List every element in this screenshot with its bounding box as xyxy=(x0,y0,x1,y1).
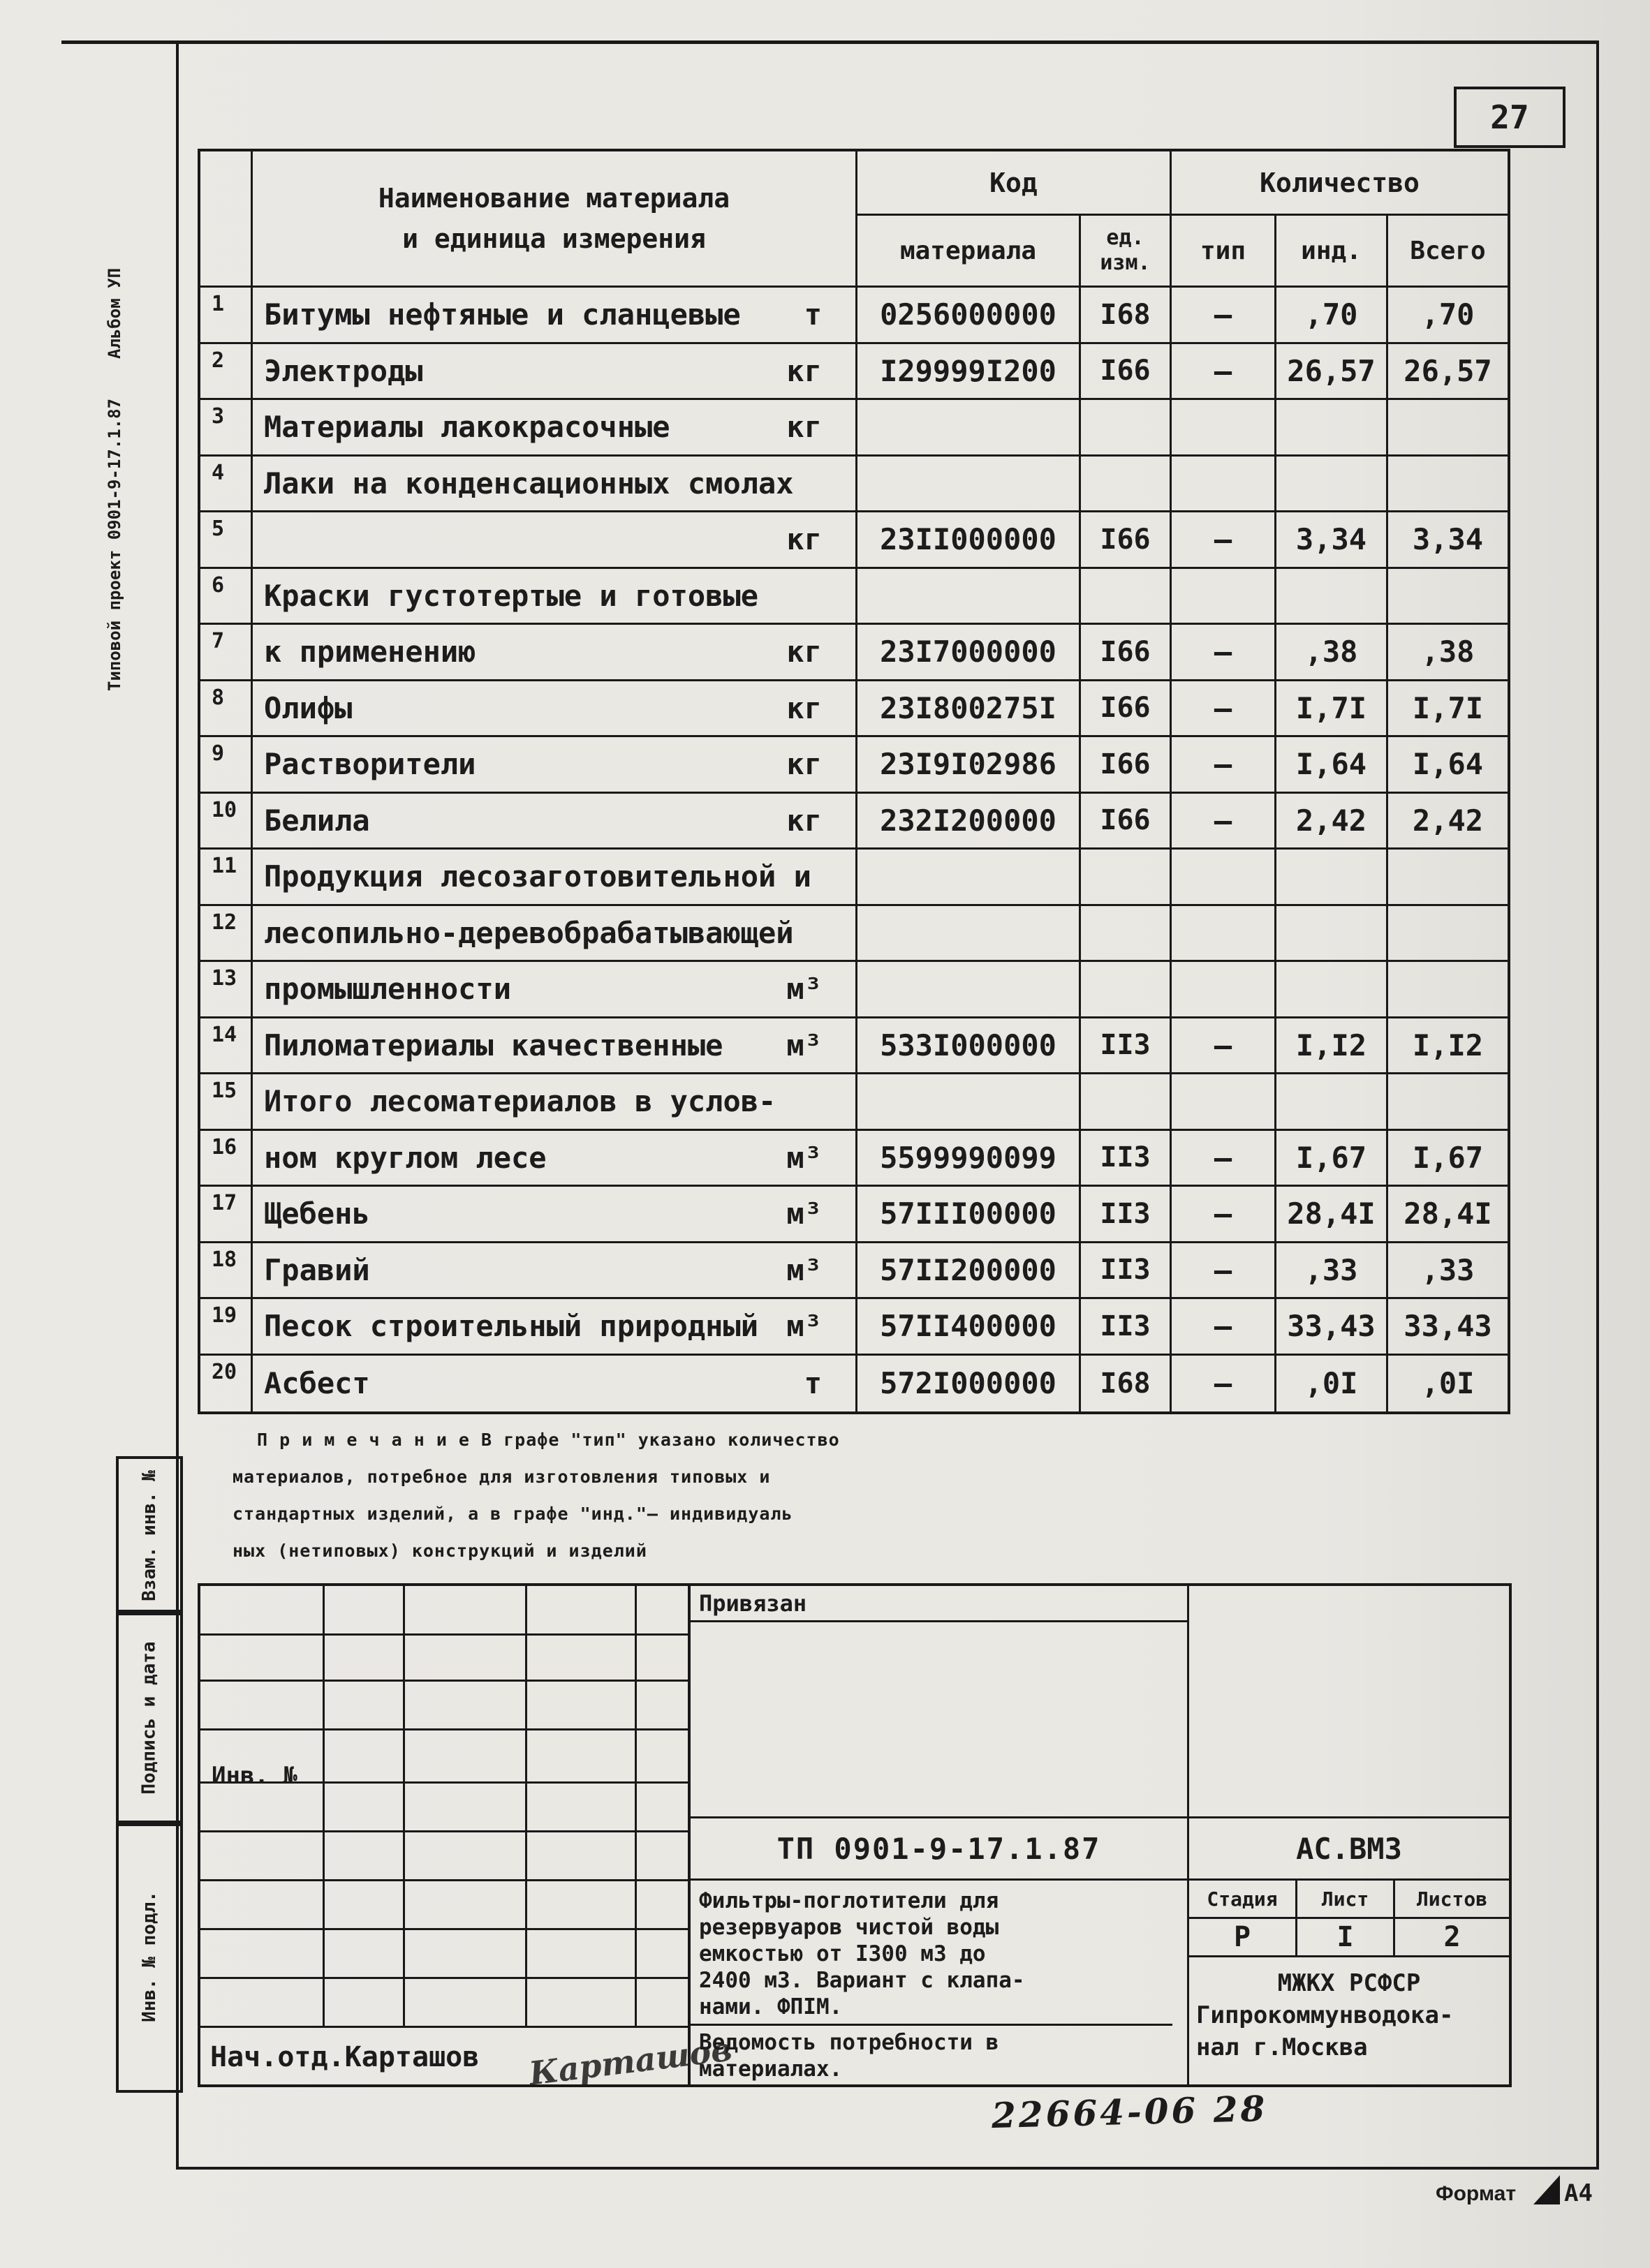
table-row xyxy=(200,1018,1508,1075)
unit-code: I68 xyxy=(1081,288,1172,342)
code-unit-header-line2: изм. xyxy=(1100,251,1151,275)
table-row xyxy=(200,1356,1508,1412)
material-code: 23I7000000 xyxy=(857,625,1081,679)
unit-code: II3 xyxy=(1081,1131,1172,1185)
qty-tip-value: – xyxy=(1172,1187,1276,1241)
unit-code: I66 xyxy=(1081,344,1172,399)
qty-tip-value xyxy=(1172,457,1276,511)
row-number: 16 xyxy=(200,1131,253,1185)
qty-total-value xyxy=(1388,962,1508,1016)
side-album-caption: Альбом УП xyxy=(105,267,124,359)
material-code xyxy=(857,400,1081,454)
material-unit: т xyxy=(804,1366,822,1401)
material-code: 5599990099 xyxy=(857,1131,1081,1185)
document-type: АС.ВМЗ xyxy=(1296,1831,1402,1866)
material-name: Краски густотертые и готовые xyxy=(264,578,759,613)
material-code: 533I000000 xyxy=(857,1018,1081,1073)
code-material-header: материала xyxy=(857,216,1081,286)
project-title-line: Фильтры-поглотители для xyxy=(699,1888,999,1913)
row-number: 9 xyxy=(200,737,253,792)
qty-ind-value xyxy=(1276,962,1388,1016)
qty-total-value xyxy=(1388,457,1508,511)
materials-table xyxy=(198,149,1510,1414)
qty-ind-value: I,64 xyxy=(1276,737,1388,792)
material-name-cell xyxy=(253,625,857,679)
qty-total-value: ,70 xyxy=(1421,297,1475,332)
material-code: 572I000000 xyxy=(857,1356,1081,1412)
unit-code: II3 xyxy=(1081,1299,1172,1354)
grid-line xyxy=(200,1680,688,1682)
table-row xyxy=(200,1131,1508,1187)
material-unit: м³ xyxy=(786,1140,822,1175)
note-line: ных (нетиповых) конструкций и изделий xyxy=(233,1541,647,1561)
material-name: Олифы xyxy=(264,690,353,725)
row-number: 1 xyxy=(200,288,253,342)
handwritten-archive-number: 22664-06 28 xyxy=(991,2087,1268,2137)
document-code: ТП 0901-9-17.1.87 xyxy=(776,1831,1101,1866)
row-number: 14 xyxy=(200,1018,253,1073)
table-row xyxy=(200,625,1508,681)
table-row xyxy=(200,1243,1508,1300)
row-number: 10 xyxy=(200,794,253,848)
material-name-cell xyxy=(253,1299,857,1354)
row-number: 5 xyxy=(200,512,253,567)
unit-code: I68 xyxy=(1081,1356,1172,1412)
table-row xyxy=(200,1074,1508,1131)
qty-tip-value: – xyxy=(1172,344,1276,399)
qty-ind-value: 28,4I xyxy=(1276,1187,1388,1241)
unit-code: II3 xyxy=(1081,1018,1172,1073)
materials-tbody xyxy=(200,288,1508,1411)
material-code xyxy=(857,457,1081,511)
table-row xyxy=(200,344,1508,401)
note-line: стандартных изделий, а в графе "инд."— индивидуаль xyxy=(233,1504,793,1524)
grid-line xyxy=(200,1879,688,1881)
qty-ind-header: инд. xyxy=(1276,216,1388,286)
inventory-number-label: Инв. № xyxy=(212,1762,297,1790)
material-name-cell xyxy=(253,906,857,961)
row-number: 19 xyxy=(200,1299,253,1354)
qty-total-value: 33,43 xyxy=(1404,1309,1492,1344)
qty-ind-value xyxy=(1276,400,1388,454)
qty-ind-value: ,0I xyxy=(1276,1356,1388,1412)
sheet-label: Лист xyxy=(1321,1887,1369,1911)
qty-tip-value: – xyxy=(1172,794,1276,848)
qty-total-value: 28,4I xyxy=(1404,1196,1492,1231)
material-name: Белила xyxy=(264,803,370,838)
qty-ind-value xyxy=(1276,457,1388,511)
row-number: 2 xyxy=(200,344,253,399)
format-value: А4 xyxy=(1564,2179,1593,2207)
material-name: Итого лесоматериалов в услов- xyxy=(264,1084,776,1119)
margin-box-vzam-inv xyxy=(116,1456,183,1615)
material-name-cell xyxy=(253,1074,857,1129)
qty-total-value xyxy=(1388,569,1508,623)
material-code: 57II200000 xyxy=(857,1243,1081,1298)
qty-tip-value: – xyxy=(1172,625,1276,679)
material-unit: м³ xyxy=(786,972,822,1007)
project-title-line: нами. ФПIМ. xyxy=(699,1994,843,2019)
margin-box-podpis-data xyxy=(116,1610,183,1826)
organization-line: МЖКХ РСФСР xyxy=(1277,1969,1421,1997)
material-code xyxy=(857,962,1081,1016)
grid-line xyxy=(323,1586,325,2026)
material-name: лесопильно-деревобрабатывающей xyxy=(264,915,794,950)
margin-box-label: Подпись и дата xyxy=(139,1641,160,1795)
grid-line xyxy=(200,1728,688,1730)
qty-tip-value xyxy=(1172,1074,1276,1129)
material-name: Асбест xyxy=(264,1366,370,1401)
unit-code: II3 xyxy=(1081,1187,1172,1241)
material-name: к применению xyxy=(264,635,476,669)
title-block xyxy=(688,1583,1512,2087)
project-title-line: емкостью от I300 м3 до xyxy=(699,1941,986,1966)
table-row xyxy=(200,850,1508,906)
material-name-cell xyxy=(253,457,857,511)
material-name: Растворители xyxy=(264,747,476,782)
qty-tip-value xyxy=(1172,569,1276,623)
table-row xyxy=(200,1299,1508,1356)
qty-ind-value xyxy=(1276,850,1388,904)
table-row xyxy=(200,962,1508,1018)
margin-box-inv-podl xyxy=(116,1821,183,2093)
material-code: 23I9I02986 xyxy=(857,737,1081,792)
material-name-cell xyxy=(253,512,857,567)
qty-total-value: ,33 xyxy=(1421,1252,1475,1287)
qty-ind-value xyxy=(1276,1074,1388,1129)
sheets-value: 2 xyxy=(1443,1921,1461,1953)
name-column-header xyxy=(253,151,857,286)
table-row xyxy=(200,1187,1508,1243)
grid-line xyxy=(403,1586,405,2026)
qty-tip-value: – xyxy=(1172,1243,1276,1298)
qty-total-value: I,7I xyxy=(1412,690,1484,725)
qty-tip-value: – xyxy=(1172,681,1276,736)
table-row xyxy=(200,400,1508,457)
qty-ind-value xyxy=(1276,569,1388,623)
qty-total-value: I,64 xyxy=(1412,747,1484,782)
material-name-cell xyxy=(253,794,857,848)
sheet-value: I xyxy=(1336,1921,1354,1953)
qty-total-value: I,67 xyxy=(1412,1140,1484,1175)
frame-top-line xyxy=(61,40,1599,44)
material-code xyxy=(857,1074,1081,1129)
material-name: Материалы лакокрасочные xyxy=(264,410,670,445)
material-code xyxy=(857,906,1081,961)
department-head-label: Нач.отд.Карташов xyxy=(210,2041,480,2073)
stage-label: Стадия xyxy=(1207,1887,1278,1911)
row-number: 6 xyxy=(200,569,253,623)
project-title-line: материалах. xyxy=(699,2056,843,2082)
table-row xyxy=(200,569,1508,625)
qty-ind-value: 26,57 xyxy=(1276,344,1388,399)
margin-box-label: Инв. № подл. xyxy=(139,1891,160,2022)
material-unit: кг xyxy=(786,747,822,782)
organization-line: Гипрокоммунводока- xyxy=(1196,2001,1454,2029)
material-unit: кг xyxy=(786,522,822,557)
privyazan-label: Привязан xyxy=(691,1586,1187,1622)
unit-code: I66 xyxy=(1081,681,1172,736)
row-number: 11 xyxy=(200,850,253,904)
note-line: П р и м е ч а н и е В графе "тип" указано количество xyxy=(257,1430,840,1450)
row-number: 7 xyxy=(200,625,253,679)
qty-total-header: Всего xyxy=(1410,236,1486,265)
quantity-group-header: Количество xyxy=(1172,151,1508,216)
qty-total-value: ,38 xyxy=(1421,635,1475,669)
project-title-line: Ведомость потребности в xyxy=(691,2024,1172,2056)
table-row xyxy=(200,681,1508,738)
row-number: 13 xyxy=(200,962,253,1016)
unit-code xyxy=(1081,906,1172,961)
frame-bottom-line xyxy=(176,2167,1599,2170)
material-code xyxy=(857,569,1081,623)
format-triangle-icon xyxy=(1533,2175,1560,2204)
row-number-column-header xyxy=(200,151,253,286)
material-unit: т xyxy=(804,297,822,332)
grid-line xyxy=(200,2026,688,2028)
qty-ind-value: I,I2 xyxy=(1276,1018,1388,1073)
qty-tip-value xyxy=(1172,906,1276,961)
handwritten-signature: Карташов xyxy=(526,2030,735,2093)
name-header-line2: и единица измерения xyxy=(402,223,706,254)
material-name: ном круглом лесе xyxy=(264,1140,547,1175)
qty-tip-value: – xyxy=(1172,737,1276,792)
material-name-cell xyxy=(253,400,857,454)
material-unit: м³ xyxy=(786,1252,822,1287)
row-number: 17 xyxy=(200,1187,253,1241)
qty-total-value: I,I2 xyxy=(1412,1028,1484,1062)
material-name-cell xyxy=(253,569,857,623)
qty-tip-value: – xyxy=(1172,1356,1276,1412)
unit-code: I66 xyxy=(1081,737,1172,792)
material-unit: м³ xyxy=(786,1309,822,1344)
material-name: Гравий xyxy=(264,1252,370,1287)
material-name-cell xyxy=(253,344,857,399)
qty-tip-value: – xyxy=(1172,1131,1276,1185)
grid-line xyxy=(200,1977,688,1979)
format-label: Формат xyxy=(1436,2182,1517,2205)
table-row xyxy=(200,512,1508,569)
material-name: Электроды xyxy=(264,353,423,388)
row-number: 4 xyxy=(200,457,253,511)
page-number: 27 xyxy=(1454,87,1566,148)
material-name-cell xyxy=(253,962,857,1016)
unit-code xyxy=(1081,1074,1172,1129)
material-name-cell xyxy=(253,1187,857,1241)
row-number: 15 xyxy=(200,1074,253,1129)
material-unit: кг xyxy=(786,803,822,838)
note-line: материалов, потребное для изготовления типовых и xyxy=(233,1467,771,1487)
row-number: 18 xyxy=(200,1243,253,1298)
material-unit: м³ xyxy=(786,1028,822,1062)
qty-total-value xyxy=(1388,400,1508,454)
qty-tip-value: – xyxy=(1172,1018,1276,1073)
qty-total-value: 2,42 xyxy=(1412,803,1484,838)
project-title-line: резервуаров чистой воды xyxy=(699,1915,999,1940)
signature-grid xyxy=(198,1583,735,2093)
table-row xyxy=(200,737,1508,794)
qty-tip-value xyxy=(1172,400,1276,454)
qty-tip-header: тип xyxy=(1172,216,1276,286)
qty-tip-value xyxy=(1172,962,1276,1016)
material-name: Продукция лесозаготовительной и xyxy=(264,859,811,894)
frame-right-line xyxy=(1596,40,1599,2170)
qty-ind-value xyxy=(1276,906,1388,961)
material-code: 57II400000 xyxy=(857,1299,1081,1354)
material-unit: кг xyxy=(786,353,822,388)
material-code: 23I800275I xyxy=(857,681,1081,736)
qty-total-value xyxy=(1388,1074,1508,1129)
table-row xyxy=(200,457,1508,513)
qty-ind-value: ,38 xyxy=(1276,625,1388,679)
qty-ind-value: I,67 xyxy=(1276,1131,1388,1185)
grid-line xyxy=(200,1633,688,1636)
qty-ind-value: 3,34 xyxy=(1276,512,1388,567)
qty-tip-value: – xyxy=(1172,512,1276,567)
material-name-cell xyxy=(253,1131,857,1185)
qty-total-value xyxy=(1388,906,1508,961)
material-code: 0256000000 xyxy=(857,288,1081,342)
qty-total-value: 26,57 xyxy=(1404,353,1492,388)
qty-ind-value: 2,42 xyxy=(1276,794,1388,848)
material-code: 57III00000 xyxy=(857,1187,1081,1241)
unit-code: I66 xyxy=(1081,512,1172,567)
material-code: 23II000000 xyxy=(857,512,1081,567)
row-number: 12 xyxy=(200,906,253,961)
unit-code xyxy=(1081,962,1172,1016)
material-unit: кг xyxy=(786,410,822,445)
qty-ind-value: ,33 xyxy=(1276,1243,1388,1298)
project-title-line: 2400 м3. Вариант с клапа- xyxy=(699,1968,1025,1993)
material-name-cell xyxy=(253,288,857,342)
material-name-cell xyxy=(253,1356,857,1412)
qty-ind-value: I,7I xyxy=(1276,681,1388,736)
unit-code: I66 xyxy=(1081,625,1172,679)
code-group-header: Код xyxy=(857,151,1172,216)
materials-table-header xyxy=(200,151,1508,288)
material-name: Пиломатериалы качественные xyxy=(264,1028,723,1062)
material-name: Битумы нефтяные и сланцевые xyxy=(264,297,741,332)
grid-line xyxy=(200,1830,688,1832)
unit-code: I66 xyxy=(1081,794,1172,848)
grid-line xyxy=(525,1586,527,2026)
material-code: 232I200000 xyxy=(857,794,1081,848)
unit-code xyxy=(1081,400,1172,454)
margin-box-label: Взам. инв. № xyxy=(139,1470,160,1601)
unit-code xyxy=(1081,850,1172,904)
qty-tip-value: – xyxy=(1172,1299,1276,1354)
unit-code: II3 xyxy=(1081,1243,1172,1298)
stage-value: Р xyxy=(1233,1921,1251,1953)
material-name-cell xyxy=(253,1018,857,1073)
table-row xyxy=(200,906,1508,963)
grid-line xyxy=(635,1586,637,2026)
material-name-cell xyxy=(253,737,857,792)
material-unit: кг xyxy=(786,690,822,725)
table-row xyxy=(200,288,1508,344)
organization-cell xyxy=(1189,1957,1509,2084)
project-title xyxy=(691,1881,1187,2084)
row-number: 8 xyxy=(200,681,253,736)
code-unit-header xyxy=(1081,216,1172,286)
unit-code xyxy=(1081,457,1172,511)
qty-total-value: 3,34 xyxy=(1412,522,1484,557)
material-name: Лаки на конденсационных смолах xyxy=(264,466,794,501)
row-number: 20 xyxy=(200,1356,253,1412)
qty-total-value: ,0I xyxy=(1421,1366,1475,1401)
material-unit: м³ xyxy=(786,1196,822,1231)
material-code: I29999I200 xyxy=(857,344,1081,399)
qty-ind-value: 33,43 xyxy=(1276,1299,1388,1354)
unit-code xyxy=(1081,569,1172,623)
note-block xyxy=(198,1421,1070,1569)
qty-tip-value xyxy=(1172,850,1276,904)
row-number: 3 xyxy=(200,400,253,454)
organization-line: нал г.Москва xyxy=(1196,2033,1368,2061)
material-name-cell xyxy=(253,850,857,904)
code-unit-header-line1: ед. xyxy=(1106,225,1144,250)
material-name: промышленности xyxy=(264,972,512,1007)
material-name-cell xyxy=(253,681,857,736)
material-unit: кг xyxy=(786,635,822,669)
qty-ind-value: ,70 xyxy=(1276,288,1388,342)
material-name: Песок строительный природный xyxy=(264,1309,759,1344)
grid-line xyxy=(200,1928,688,1930)
material-name: Щебень xyxy=(264,1196,370,1231)
table-row xyxy=(200,794,1508,850)
qty-tip-value: – xyxy=(1172,288,1276,342)
material-code xyxy=(857,850,1081,904)
sheets-label: Листов xyxy=(1416,1887,1488,1911)
side-project-caption: Типовой проект 0901-9-17.1.87 xyxy=(105,398,124,691)
qty-total-value xyxy=(1388,850,1508,904)
material-name-cell xyxy=(253,1243,857,1298)
name-header-line1: Наименование материала xyxy=(378,183,730,214)
